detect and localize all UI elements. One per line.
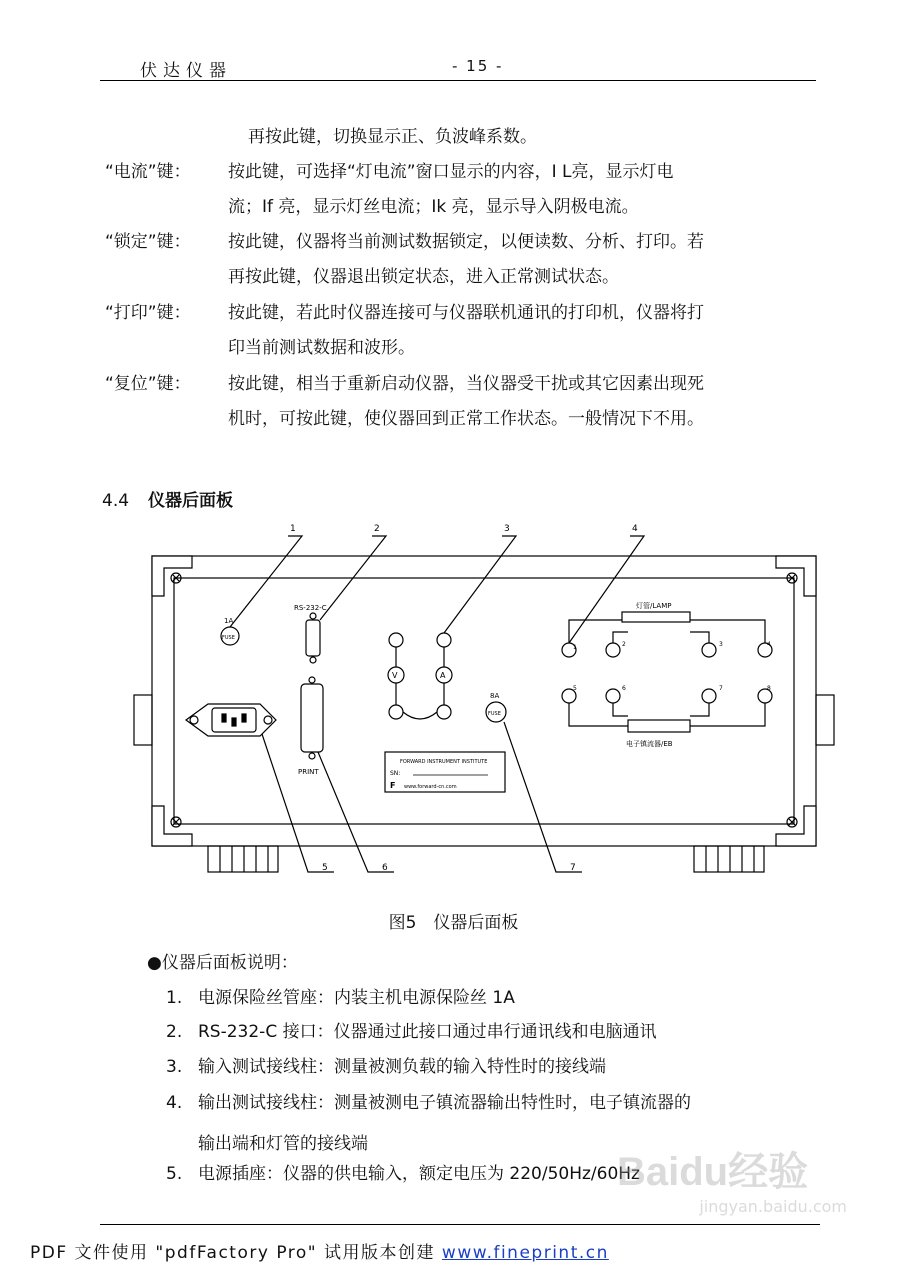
lock-key-line-2: 再按此键，仪器退出锁定状态，进入正常测试状态。 xyxy=(228,267,619,287)
list-item-number: 5. xyxy=(166,1164,183,1184)
right-handle xyxy=(816,695,834,745)
list-item-number: 3. xyxy=(166,1057,183,1077)
list-item xyxy=(166,1015,657,1049)
page-number: - 15 - xyxy=(452,57,504,75)
list-item-text: 电源插座：仪器的供电输入，额定电压为 220/50Hz/60Hz xyxy=(198,1164,640,1184)
footer-link[interactable]: www.fineprint.cn xyxy=(441,1243,609,1263)
plate-line-3: www.forward-cn.com xyxy=(404,784,457,790)
list-item-text: RS-232-C 接口：仪器通过此接口通过串行通讯线和电脑通讯 xyxy=(198,1022,657,1042)
callout-4: 4 xyxy=(632,524,638,534)
leader-3 xyxy=(444,536,516,633)
reset-key-line-2: 机时，可按此键，使仪器回到正常工作状态。一般情况下不用。 xyxy=(228,409,704,429)
terminal-1: 1 xyxy=(573,644,577,651)
list-item-text: 输出测试接线柱：测量被测电子镇流器输出特性时，电子镇流器的 xyxy=(198,1093,691,1113)
power-socket xyxy=(186,704,276,736)
leader-4 xyxy=(569,536,644,643)
right-foot xyxy=(694,846,764,872)
header-brand: 伏达仪器 xyxy=(140,61,232,81)
list-item xyxy=(166,981,515,1015)
list-item-continuation: 输出端和灯管的接线端 xyxy=(198,1134,368,1154)
header-rule xyxy=(100,80,816,81)
rs232-connector xyxy=(306,620,320,656)
terminal-5: 5 xyxy=(573,685,577,692)
current-key-line-2: 流；If 亮，显示灯丝电流；Ik 亮，显示导入阴极电流。 xyxy=(228,197,639,217)
section-heading xyxy=(102,486,233,511)
plate-line-1: FORWARD INSTRUMENT INSTITUTE xyxy=(400,759,488,765)
term-lock-key: “锁定”键： xyxy=(105,232,191,252)
section-number: 4.4 xyxy=(102,491,130,511)
list-item xyxy=(166,1050,606,1084)
terminal-2: 2 xyxy=(622,641,626,648)
print-label: PRINT xyxy=(298,768,319,776)
plate-logo: F xyxy=(390,781,396,790)
print-key-line-1: 按此键，若此时仪器连接可与仪器联机通讯的打印机，仪器将打 xyxy=(228,303,704,323)
fuse1-rating: 1A xyxy=(224,617,234,625)
leader-6 xyxy=(318,752,394,872)
panel-outline xyxy=(174,578,794,824)
rear-panel-drawing xyxy=(128,520,840,880)
v-label: V xyxy=(392,671,398,680)
list-item-number: 2. xyxy=(166,1022,183,1042)
plate-line-2: SN: xyxy=(390,770,401,777)
fuse1-text: FUSE xyxy=(222,635,235,641)
list-item xyxy=(166,1086,691,1120)
terminal-7: 7 xyxy=(719,685,723,692)
corner-bracket-bl xyxy=(152,806,192,846)
lamp-label: 灯管/LAMP xyxy=(636,602,672,610)
left-foot xyxy=(208,846,278,872)
list-item-text: 电源保险丝管座：内装主机电源保险丝 1A xyxy=(198,988,515,1008)
list-item-text: 输入测试接线柱：测量被测负载的输入特性时的接线端 xyxy=(198,1057,606,1077)
current-key-line-1: 按此键，可选择“灯电流”窗口显示的内容，I L亮，显示灯电 xyxy=(228,162,674,182)
terminal-8: 8 xyxy=(767,685,771,692)
callout-3: 3 xyxy=(504,524,510,534)
corner-bracket-br xyxy=(776,806,816,846)
leader-1 xyxy=(230,536,302,627)
term-current-key: “电流”键： xyxy=(105,162,191,182)
left-handle xyxy=(134,695,152,745)
output-terminals xyxy=(562,612,772,732)
description-heading: ●仪器后面板说明： xyxy=(147,953,298,973)
term-reset-key: “复位”键： xyxy=(105,374,191,394)
callout-5: 5 xyxy=(322,863,328,873)
callout-1: 1 xyxy=(290,524,296,534)
terminal-4: 4 xyxy=(767,641,771,648)
paragraph-peak-factor: 再按此键，切换显示正、负波峰系数。 xyxy=(248,127,537,147)
term-print-key: “打印”键： xyxy=(105,303,191,323)
footer xyxy=(30,1238,609,1263)
rear-panel-figure xyxy=(128,520,840,880)
leader-7 xyxy=(504,722,582,872)
print-key-line-2: 印当前测试数据和波形。 xyxy=(228,338,415,358)
terminal-6: 6 xyxy=(622,685,626,692)
terminal-3: 3 xyxy=(719,641,723,648)
rs232-label: RS-232-C xyxy=(294,604,327,612)
list-item-number: 1. xyxy=(166,988,183,1008)
a-label: A xyxy=(440,671,446,680)
figure-caption: 图5 仪器后面板 xyxy=(388,913,519,933)
leader-5 xyxy=(262,734,334,872)
list-item-number: 4. xyxy=(166,1093,183,1113)
section-title: 仪器后面板 xyxy=(148,491,233,511)
lamp-tube xyxy=(622,612,690,622)
print-port xyxy=(301,684,323,752)
ballast-box xyxy=(628,720,690,732)
fuse2-rating: 8A xyxy=(490,692,500,700)
callout-2: 2 xyxy=(374,524,380,534)
callout-7: 7 xyxy=(570,863,576,873)
reset-key-line-1: 按此键，相当于重新启动仪器，当仪器受干扰或其它因素出现死 xyxy=(228,374,704,394)
watermark-brand: Baidu经验 xyxy=(617,1150,809,1194)
lock-key-line-1: 按此键，仪器将当前测试数据锁定，以便读数、分析、打印。若 xyxy=(228,232,704,252)
watermark-url: jingyan.baidu.com xyxy=(699,1197,847,1216)
baidu-watermark xyxy=(617,1140,867,1240)
callout-6: 6 xyxy=(382,863,388,873)
fuse2-text: FUSE xyxy=(488,711,501,717)
footer-rule xyxy=(100,1224,820,1225)
eb-label: 电子镇流器/EB xyxy=(626,740,673,748)
list-item xyxy=(166,1157,640,1191)
footer-text: PDF 文件使用 "pdfFactory Pro" 试用版本创建 xyxy=(30,1243,442,1263)
